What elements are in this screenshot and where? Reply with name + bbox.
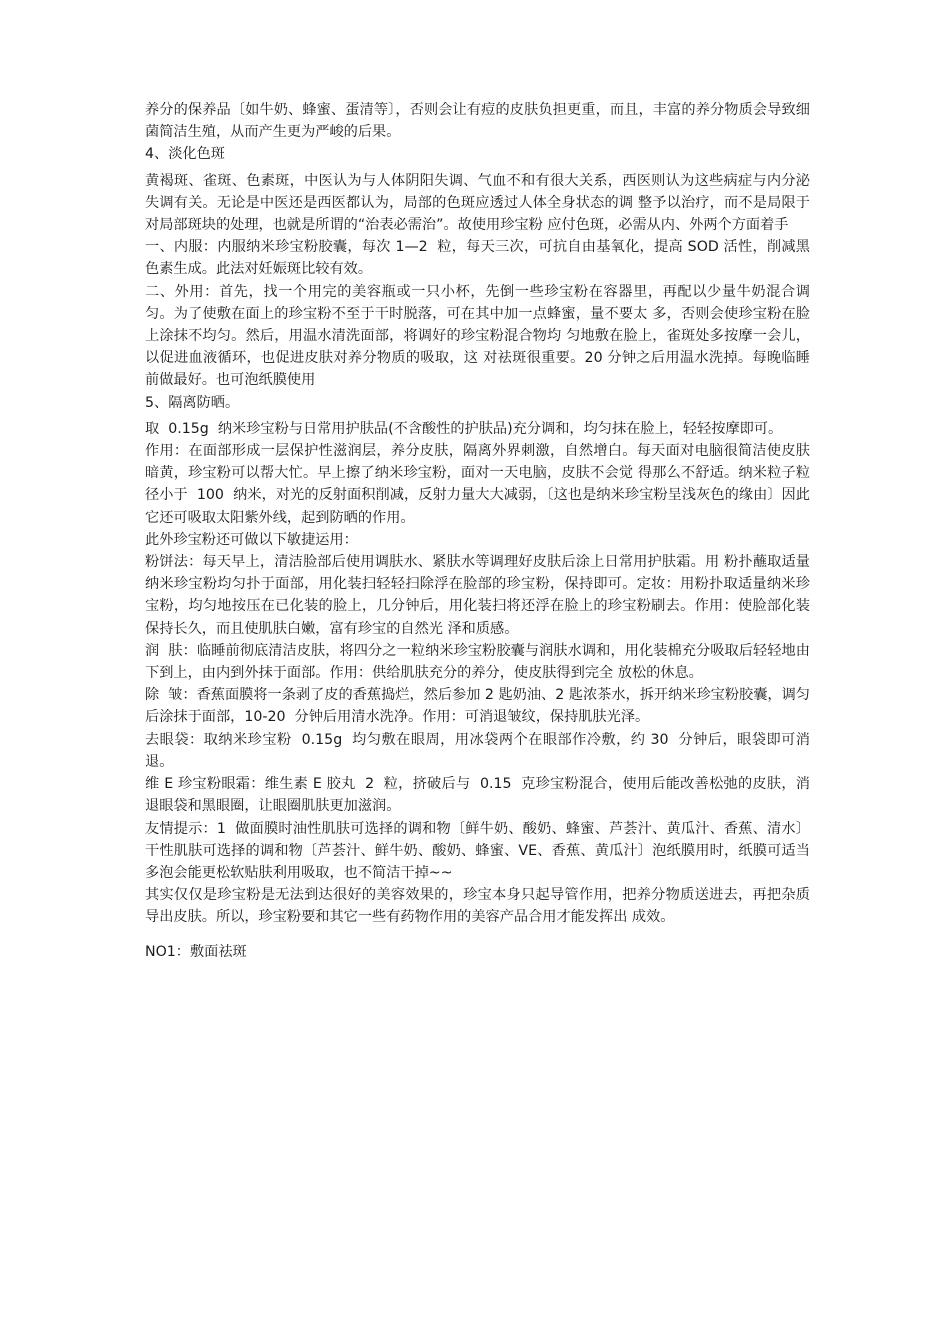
paragraph-sun-method: 取 0.15g 纳米珍宝粉与日常用护肤品(不含酸性的护肤品)充分调和，均匀抹在脸上，轻轻按摩即可。 xyxy=(145,420,783,437)
paragraph-spots-causes: 黄褐斑、雀斑、色素斑，中医认为与人体阴阳失调、气血不和有很大关系，西医则认为这些病症与内分泌失调有关。无论是中医还是西医都认为，局部的色斑应透过人体全身状态的调 整予以治疗，而不是局限于对局部斑块的处理，也就是所谓的“治表必需治”。故使用珍宝粉 应付色斑，必需从内、外两个方面着手 xyxy=(145,172,810,234)
paragraph-eye-cream: 维 E 珍宝粉眼霜：维生素 E 胶丸 2 粒，挤破后与 0.15 克珍宝粉混合，使用后能改善松弛的皮肤，消退眼袋和黑眼圈，让眼圈肌肤更加滋润。 xyxy=(145,776,810,815)
paragraph-conclusion: 其实仅仅是珍宝粉是无法到达很好的美容效果的，珍宝本身只起导管作用，把养分物质送进去，再把杂质导出皮肤。所以，珍宝粉要和其它一些有药物作用的美容产品合用才能发挥出 成效。 xyxy=(145,887,810,926)
paragraph-tips: 友情提示：1 做面膜时油性肌肤可选择的调和物〔鲜牛奶、酸奶、蜂蜜、芦荟汁、黄瓜汁、香蕉、清水〕干性肌肤可选择的调和物〔芦荟汁、鲜牛奶、酸奶、蜂蜜、VE、香蕉、黄瓜汁〕泡纸膜用时，纸膜可适当多泡会能更松软贴肤利用吸取，也不简洁干掉~~ xyxy=(145,820,810,881)
paragraph-powder-method: 粉饼法：每天早上，清洁脸部后使用调肤水、紧肤水等调理好皮肤后涂上日常用护肤霜。用 粉扑蘸取适量纳米珍宝粉均匀扑于面部，用化装扫轻轻扫除浮在脸部的珍宝粉，保持即可。定妆：用粉扑取适量纳米珍宝粉，均匀地按压在已化装的脸上，几分钟后，用化装扫将还浮在脸上的珍宝粉刷去。作用：使脸部化装保持长久，而且使肌肤白嫩，富有珍宝的自然光 泽和质感。 xyxy=(145,554,810,637)
paragraph-intro-continued: 养分的保养品〔如牛奶、蜂蜜、蛋清等〕，否则会让有痘的皮肤负担更重，而且，丰富的养分物质会导致细菌简洁生殖，从而产生更为严峻的后果。 xyxy=(145,102,810,141)
paragraph-external-use: 二、外用：首先，找一个用完的美容瓶或一只小杯，先倒一些珍宝粉在容器里，再配以少量牛奶混合调匀。为了使敷在面上的珍宝粉不至于干时脱落，可在其中加一点蜂蜜，量不要太 多，否则会使珍宝粉在脸上涂抹不均匀。然后，用温水清洗面部，将调好的珍宝粉混合物均 匀地敷在脸上，雀斑处多按摩一会儿，以促进血液循环，也促进皮肤对养分物质的吸取，这 对祛斑很重要。20 分钟之后用温水洗掉。每晚临睡前做最好。也可泡纸膜使用 xyxy=(145,283,810,389)
heading-no1: NO1：敷面祛斑 xyxy=(145,943,247,960)
document-page xyxy=(145,99,810,963)
paragraph-moisturize: 润 肤：临睡前彻底清洁皮肤，将四分之一粒纳米珍宝粉胶囊与润肤水调和，用化装棉充分吸取后轻轻地由下到上，由内到外抹于面部。作用：供给肌肤充分的养分，使皮肤得到完全 放松的休息。 xyxy=(145,642,810,682)
paragraph-other-uses: 此外珍宝粉还可做以下敏捷运用： xyxy=(145,531,358,548)
paragraph-eye-bags: 去眼袋：取纳米珍宝粉 0.15g 均匀敷在眼周，用冰袋两个在眼部作冷敷，约 30 分钟后，眼袋即可消退。 xyxy=(145,731,810,770)
paragraph-internal-use: 一、内服：内服纳米珍宝粉胶囊，每次 1—2 粒，每天三次，可抗自由基氧化，提高 SOD 活性，削减黑色素生成。此法对妊娠斑比较有效。 xyxy=(145,239,810,278)
heading-fade-spots: 4、淡化色斑 xyxy=(145,146,225,163)
paragraph-sun-effect: 作用：在面部形成一层保护性滋润层，养分皮肤，隔离外界刺激，自然增白。每天面对电脑很简洁使皮肤暗黄，珍宝粉可以帮大忙。早上擦了纳米珍宝粉，面对一天电脑，皮肤不会觉 得那么不舒适。纳米粒子粒径小于 100 纳米，对光的反射面积削减，反射力量大大减弱，〔这也是纳米珍宝粉呈浅灰色的缘由〕因此它还可吸取太阳紫外线，起到防晒的作用。 xyxy=(145,443,810,526)
heading-sun-protection: 5、隔离防晒。 xyxy=(145,394,240,411)
paragraph-anti-wrinkle: 除 皱：香蕉面膜将一条剥了皮的香蕉捣烂，然后参加 2 匙奶油、2 匙浓茶水，拆开纳米珍宝粉胶囊，调匀后涂抹于面部，10-20 分钟后用清水洗净。作用：可消退皱纹，保持肌肤光泽。 xyxy=(145,687,810,726)
